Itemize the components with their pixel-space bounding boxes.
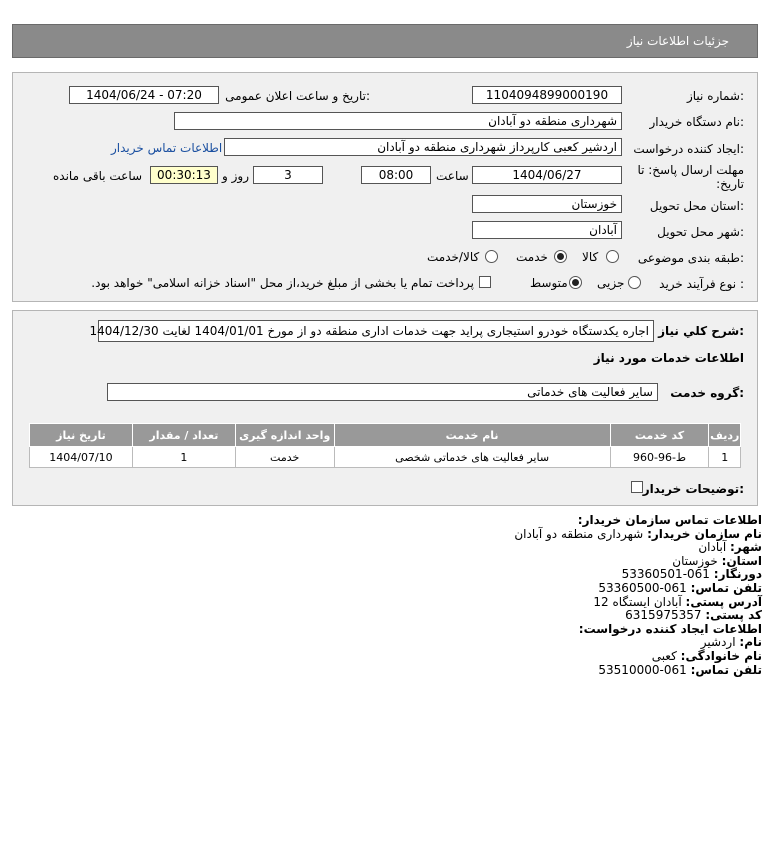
treasury-checkbox[interactable] [479, 276, 491, 288]
cell-date: 1404/07/10 [30, 447, 133, 468]
col-header-date: تاریخ نیاز [30, 424, 133, 447]
contact-title: اطلاعات تماس سازمان خریدار: [577, 513, 762, 527]
col-header-quantity: تعداد / مقدار [132, 424, 235, 447]
process-option-medium: متوسط [530, 276, 568, 290]
category-label: طبقه بندی موضوعی: [637, 251, 744, 265]
category-radio-goods-service[interactable] [485, 250, 498, 263]
contact-info [202, 514, 762, 677]
creator-first-name-label: نام: [739, 635, 762, 650]
province-field: خوزستان [472, 195, 622, 213]
contact-province-label: استان: [721, 553, 762, 568]
contact-phone-label: تلفن تماس: [690, 580, 762, 595]
cell-name: سایر فعالیت های خدماتی شخصی [334, 447, 610, 468]
creator-field: اردشیر کعبی کارپرداز شهرداری منطقه دو آبادان [224, 138, 622, 156]
contact-fax-label: دورنگار: [713, 567, 762, 582]
time-label: ساعت [436, 169, 469, 183]
contact-org: شهرداری منطقه دو آبادان [514, 526, 644, 541]
creator-info-title: اطلاعات ایجاد کننده درخواست: [578, 621, 762, 636]
deadline-time-field: 08:00 [361, 166, 431, 184]
remaining-label: ساعت باقی مانده [53, 169, 143, 183]
col-header-name: نام خدمت [334, 424, 610, 447]
service-group-label: گروه خدمت: [670, 386, 744, 400]
creator-first-name: اردشیر [700, 635, 736, 650]
category-option-service: خدمت [516, 250, 548, 264]
category-radio-service[interactable] [554, 250, 567, 263]
days-label: روز و [222, 169, 249, 183]
buyer-notes-label: توضیحات خریدار: [642, 482, 744, 496]
cell-unit: خدمت [235, 447, 334, 468]
category-radio-goods[interactable] [606, 250, 619, 263]
buyer-notes-checkbox[interactable] [631, 481, 643, 493]
contact-org-label: نام سازمان خریدار: [647, 526, 762, 541]
services-table [29, 423, 741, 468]
contact-postal: 6315975357 [625, 608, 702, 623]
description-label: شرح کلي نياز: [658, 324, 744, 338]
creator-label: ایجاد کننده درخواست: [633, 142, 744, 156]
col-header-code: کد خدمت [610, 424, 709, 447]
contact-address: آبادان ایستگاه 12 [593, 594, 682, 609]
cell-row: 1 [709, 447, 741, 468]
service-group-field: سایر فعالیت های خدماتی [107, 383, 658, 401]
category-option-goods-service: کالا/خدمت [427, 250, 480, 264]
need-number-label: شماره نیاز: [686, 89, 744, 103]
contact-city: آبادان [698, 540, 727, 555]
col-header-unit: واحد اندازه گیری [235, 424, 334, 447]
contact-fax: 061-53360501 [621, 567, 710, 582]
creator-last-name: کعبی [651, 648, 677, 663]
announce-label: تاریخ و ساعت اعلان عمومی: [225, 89, 370, 103]
city-field: آبادان [472, 221, 622, 239]
page-title: جزئیات اطلاعات نیاز [626, 34, 729, 48]
treasury-note: پرداخت تمام یا بخشی از مبلغ خرید،از محل "اسناد خزانه اسلامی" خواهد بود. [91, 276, 474, 290]
services-title: اطلاعات خدمات مورد نیاز [593, 351, 744, 365]
remaining-time-field: 00:30:13 [150, 166, 218, 184]
buyer-org-label: نام دستگاه خریدار: [649, 115, 744, 129]
process-radio-minor[interactable] [628, 276, 641, 289]
process-radio-medium[interactable] [569, 276, 582, 289]
cell-code: ط-96-960 [610, 447, 709, 468]
creator-last-name-label: نام خانوادگی: [680, 648, 762, 663]
deadline-label: مهلت ارسال پاسخ: تا تاریخ: [637, 163, 744, 191]
buyer-contact-link[interactable]: اطلاعات تماس خریدار [111, 141, 223, 155]
creator-phone-label: تلفن تماس: [690, 662, 762, 677]
contact-province: خوزستان [672, 553, 718, 568]
buyer-org-field: شهرداری منطقه دو آبادان [174, 112, 622, 130]
contact-phone: 061-53360500 [598, 580, 687, 595]
process-option-minor: جزیی [597, 276, 625, 290]
page-header [12, 24, 758, 58]
table-row [30, 447, 741, 468]
category-option-goods: کالا [582, 250, 599, 264]
creator-phone: 061-53510000 [598, 662, 687, 677]
city-label: شهر محل تحویل: [657, 225, 744, 239]
process-label: نوع فرآیند خرید : [659, 277, 744, 291]
cell-quantity: 1 [132, 447, 235, 468]
contact-address-label: آدرس پستی: [685, 594, 762, 609]
contact-postal-label: کد پستی: [705, 608, 762, 623]
contact-city-label: شهر: [730, 540, 762, 555]
col-header-row: ردیف [709, 424, 741, 447]
need-number-field: 1104094899000190 [472, 86, 622, 104]
province-label: استان محل تحویل: [649, 199, 744, 213]
deadline-date-field: 1404/06/27 [472, 166, 622, 184]
days-field: 3 [253, 166, 323, 184]
description-field: اجاره یکدستگاه خودرو استیجاری پراید جهت خدمات اداری منطقه دو از مورخ 1404/01/01 لغایت 1404/12/30 [98, 320, 654, 342]
announce-datetime-field: 1404/06/24 - 07:20 [69, 86, 219, 104]
